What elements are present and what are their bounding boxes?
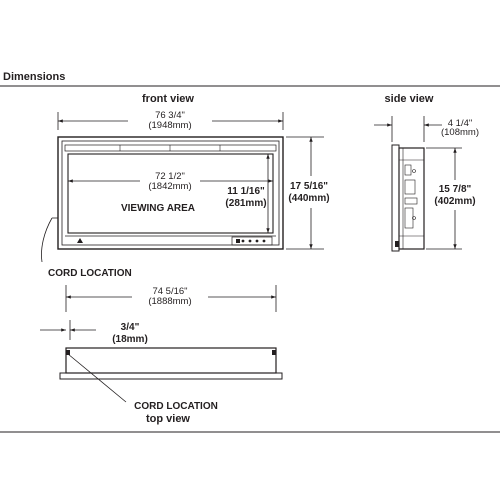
side-depth-metric: (108mm) [440,127,480,138]
control-button-icon [263,240,266,243]
viewing-width-metric: (1842mm) [148,181,192,192]
front-width-dimension [58,110,283,131]
top-width-dimension [66,285,276,312]
control-button-icon [256,240,259,243]
control-button-icon [242,240,245,243]
viewing-area-label: VIEWING AREA [120,203,196,214]
control-button-icon [249,240,252,243]
viewing-height-dimension [225,154,268,233]
viewing-height-metric: (281mm) [225,198,267,209]
cord-offset-metric: (18mm) [112,334,148,345]
top-cord-label: CORD LOCATION [134,401,218,412]
viewing-width-imperial: 72 1/2" [155,171,185,182]
side-depth-dimension [374,116,479,142]
side-height-imperial: 15 7/8" [438,184,472,195]
power-indicator-icon [236,239,240,243]
viewing-height-imperial: 11 1/16" [227,186,265,197]
side-view-title: side view [384,93,434,105]
front-width-metric: (1948mm) [148,120,192,131]
top-width-imperial: 74 5/16" [152,286,188,297]
fireplace-top [60,348,282,379]
front-cord-label: CORD LOCATION [48,268,132,279]
top-view-title: top view [145,413,191,425]
top-cord-callout [68,354,218,412]
side-depth-imperial: 4 1/4" [447,118,473,129]
front-height-imperial: 17 5/16" [289,181,329,192]
front-height-dimension [286,137,330,249]
front-width-imperial: 76 3/4" [155,110,185,121]
section-title: Dimensions [3,71,66,83]
brand-logo-icon [77,238,83,243]
top-width-metric: (1888mm) [148,296,192,307]
front-height-metric: (440mm) [288,193,330,204]
side-height-dimension [426,148,476,249]
cord-offset-dimension [40,320,148,345]
front-view-title: front view [142,93,194,105]
fireplace-side [392,145,424,251]
side-height-metric: (402mm) [434,196,476,207]
cord-offset-imperial: 3/4" [120,322,140,333]
